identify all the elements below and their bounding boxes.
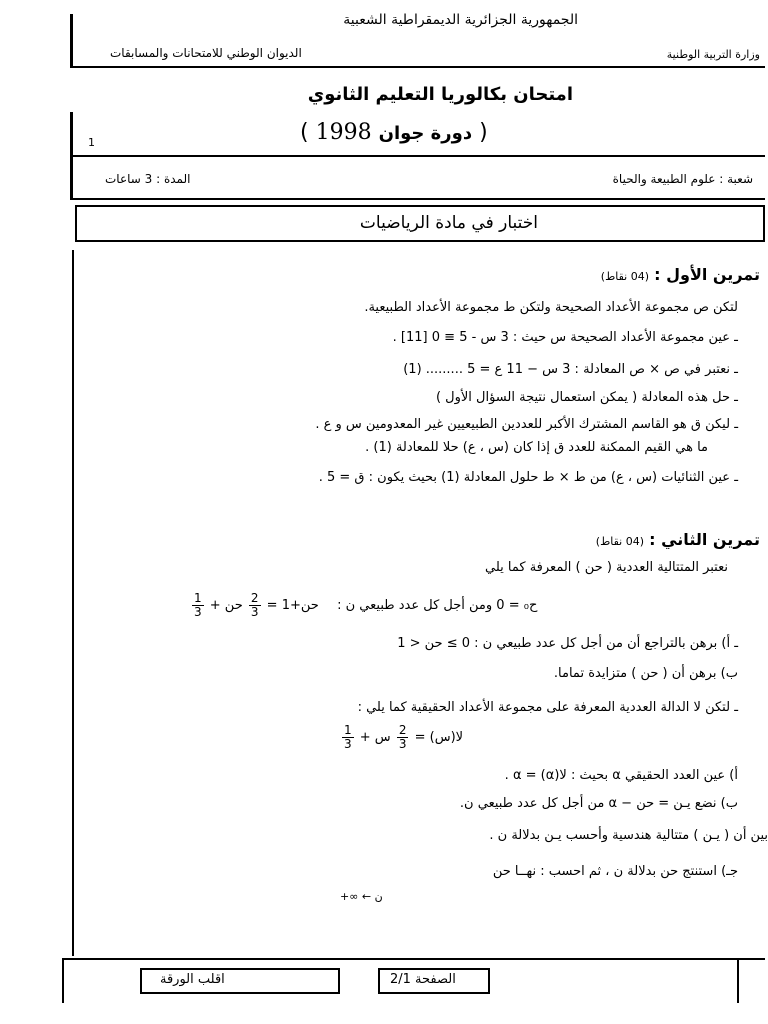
exercise2-q2: ـ لتكن لا الدالة العددية المعرفة على مجموعة الأعداد الحقيقية كما يلي : (357, 700, 738, 715)
exercise2-q2b2: بين أن ( يـن ) متتالية هندسية وأحسب يـن بدلالة ن . (489, 828, 768, 843)
page-ref: 1 (88, 136, 95, 149)
ministry-header: وزارة التربية الوطنية (666, 48, 760, 61)
office-header: الديوان الوطني للامتحانات والمسابقات (110, 46, 302, 60)
function-definition (340, 724, 463, 751)
exercise1-title: تمرين الأول : (654, 265, 760, 284)
exercise2-title: تمرين الثاني : (649, 530, 760, 549)
exercise2-q2a: أ) عين العدد الحقيقي α بحيث : لا(α) = α . (504, 768, 738, 783)
sequence-definition (190, 592, 537, 619)
exercise2-q2c: جـ) استنتج حن بدلالة ن ، ثم احسب : نهــا حن (492, 864, 738, 879)
session-year: 1998 (315, 120, 372, 145)
exercise1-heading (601, 265, 760, 284)
exercise2-q2b: ب) نضع يـن = حن − α من أجل كل عدد طبيعي ن. (459, 796, 738, 811)
fraction-two-thirds-f: $\frac{2}{3}$ (398, 723, 407, 751)
def-condition: ح₀ = 0 ومن أجل كل عدد طبيعي ن : (337, 598, 538, 613)
def-lhs: حن+1 = (266, 598, 319, 613)
exercise1-q5: ـ عين الثنائيات (س ، ع) من ط × ط حلول المعادلة (1) بحيث يكون : ق = 5 . (318, 470, 738, 485)
exercise1-intro: لتكن ص مجموعة الأعداد الصحيحة ولتكن ط مجموعة الأعداد الطبيعية. (364, 300, 738, 315)
exercise2-intro: نعتبر المتتالية العددية ( حن ) المعرفة كما يلي (485, 560, 728, 575)
def-term: حن + (209, 598, 243, 613)
f-lhs: لا(س) = (414, 730, 464, 745)
exercise1-points: (04 نقاط) (600, 270, 650, 283)
fraction-one-third: $\frac{1}{3}$ (194, 591, 202, 619)
session-label: دورة جوان (378, 123, 473, 144)
exercise2-qa: ـ أ) برهن بالتراجع أن من أجل كل عدد طبيعي ن : 0 ≥ حن < 1 (397, 636, 738, 651)
exercise2-heading (596, 530, 760, 549)
branch-label: شعبة : علوم الطبيعة والحياة (612, 172, 753, 186)
exercise1-q2: ـ نعتبر في ص × ص المعادلة : 3 س − 11 ع = 5 ......... (1) (403, 362, 738, 377)
exercise1-q4b: ما هي القيم الممكنة للعدد ق إذا كان (س ، ع) حلا للمعادلة (1) . (365, 440, 708, 455)
exercise2-qb: ب) برهن أن ( حن ) متزايدة تماما. (553, 666, 738, 681)
duration-label: المدة : 3 ساعات (105, 172, 191, 186)
exercise2-points: (04 نقاط) (595, 535, 645, 548)
exercise1-q4a: ـ ليكن ق هو القاسم المشترك الأكبر للعددين الطبيعيين غير المعدومين س و ع . (315, 417, 738, 432)
limit-subscript: ن ← ∞+ (340, 890, 383, 903)
fraction-one-third-f: $\frac{1}{3}$ (344, 723, 352, 751)
fraction-two-thirds: $\frac{2}{3}$ (250, 591, 259, 619)
page-number: الصفحة 2/1 (390, 972, 456, 987)
exercise1-q3: ـ حل هذه المعادلة ( يمكن استعمال نتيجة السؤال الأول ) (435, 390, 738, 405)
subject-title: اختبار في مادة الرياضيات (359, 213, 538, 233)
exam-title: امتحان بكالوريا التعليم الثانوي (307, 84, 573, 105)
exercise1-q1: ـ عين مجموعة الأعداد الصحيحة س حيث : 3 س - 5 ≡ 0 [11] . (392, 330, 738, 345)
f-term: س + (359, 730, 391, 745)
session-line: ( 1998 دورة جوان ) (300, 120, 488, 145)
republic-header: الجمهورية الجزائرية الديمقراطية الشعبية (343, 12, 578, 28)
flip-label: اقلب الورقة (160, 972, 225, 987)
